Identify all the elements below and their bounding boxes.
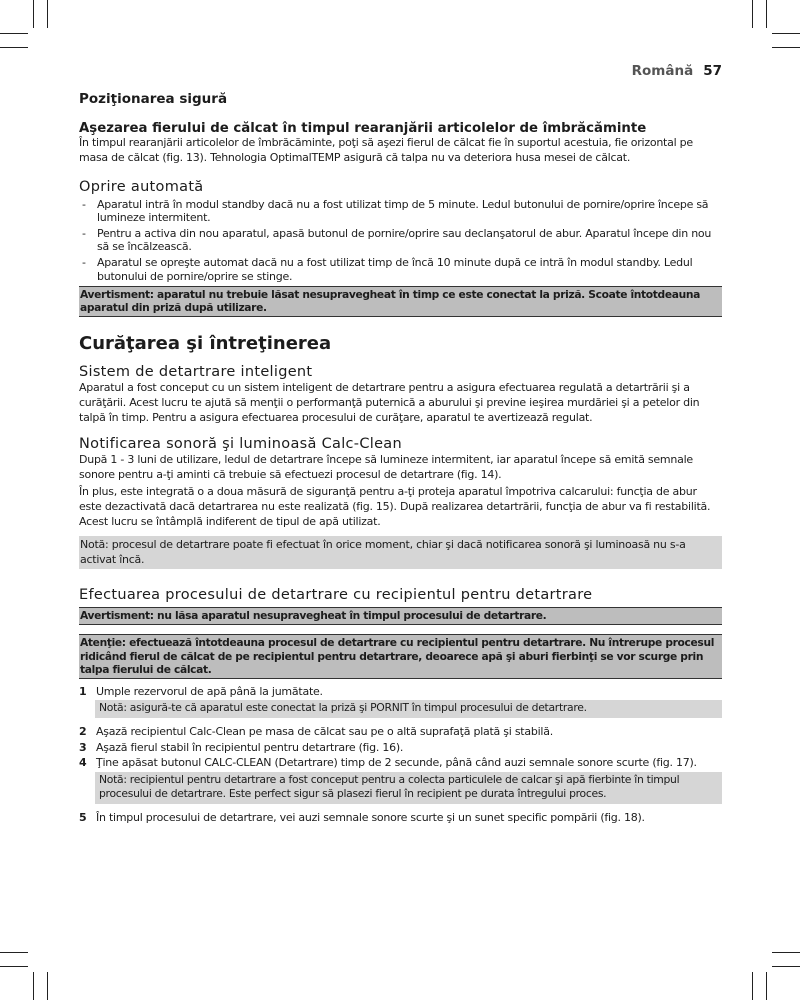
rearranging-subheading: Aşezarea fierului de călcat în timpul rearanjării articolelor de îmbrăcăminte bbox=[79, 121, 647, 136]
step-text: În timpul procesului de detartrare, vei auzi semnale sonore scurte şi un sunet specific pompării (fig. 18). bbox=[96, 810, 645, 824]
procedure-heading: Efectuarea procesului de detartrare cu recipientul pentru detartrare bbox=[79, 587, 593, 604]
crop-mark bbox=[33, 0, 34, 28]
descale-system-heading: Sistem de detartrare inteligent bbox=[79, 363, 313, 380]
step-note: Notă: asigură-te că aparatul este conectat la priză şi PORNIT în timpul procesului de detartrare. bbox=[95, 700, 722, 717]
step-number: 5 bbox=[79, 810, 87, 824]
step-number: 2 bbox=[79, 724, 87, 738]
procedure-steps bbox=[79, 685, 722, 824]
step-note: Notă: recipientul pentru detartrare a fost conceput pentru a colecta particulele de calcar şi apă fierbinte în timpul procesului de detartrare. Este perfect sigur să plasezi fierul în recipient pe durata întregului proces. bbox=[95, 772, 722, 804]
calc-clean-paragraph: După 1 - 3 luni de utilizare, ledul de detartrare începe să lumineze intermitent, iar aparatul începe să emită semnale sonore pentru a-ţi aminti că trebuie să efectuezi procesul de detartrare (fig. 14). bbox=[79, 453, 693, 482]
crop-mark bbox=[772, 952, 800, 953]
auto-off-list bbox=[79, 198, 722, 283]
language-label: Română bbox=[631, 63, 694, 79]
crop-mark bbox=[772, 47, 800, 48]
unattended-warning: Avertisment: aparatul nu trebuie lăsat nesupravegheat în timp ce este conectat la priză. Scoate întotdeauna aparatul din priză după utilizare. bbox=[79, 286, 722, 317]
procedure-warning: Avertisment: nu lăsa aparatul nesupravegheat în timpul procesului de detartrare. bbox=[79, 607, 722, 625]
list-item: - Pentru a activa din nou aparatul, apasă butonul de pornire/oprire sau declanşatorul de abur. Aparatul începe din nou să se încălzească. bbox=[79, 227, 722, 254]
step-item bbox=[79, 811, 722, 824]
page-header bbox=[632, 63, 722, 79]
step-number: 1 bbox=[79, 684, 87, 698]
crop-mark bbox=[0, 966, 28, 967]
crop-mark bbox=[766, 972, 767, 1000]
safe-position-paragraph: În timpul rearanjării articolelor de îmbrăcăminte, poţi să aşezi fierul de călcat fie în suportul acestuia, fie orizontal pe masa de călcat (fig. 13). Tehnologia OptimalTEMP asigură că talpa nu va deteriora husa mesei de călcat. bbox=[79, 136, 693, 164]
step-text: Umple rezervorul de apă până la jumătate. bbox=[96, 684, 323, 698]
page-number: 57 bbox=[703, 63, 722, 79]
crop-mark bbox=[772, 966, 800, 967]
calc-clean-note: Notă: procesul de detartrare poate fi efectuat în orice moment, chiar şi dacă notificarea sonoră şi luminoasă nu s-a activat încă. bbox=[79, 536, 722, 569]
step-text: Ţine apăsat butonul CALC-CLEAN (Detartrare) timp de 2 secunde, până când auzi semnale sonore scurte (fig. 17). bbox=[96, 756, 697, 770]
cleaning-heading: Curăţarea şi întreţinerea bbox=[79, 332, 332, 354]
crop-mark bbox=[47, 0, 48, 28]
safe-position-heading: Poziţionarea sigură bbox=[79, 91, 228, 107]
step-item bbox=[79, 741, 722, 754]
crop-mark bbox=[33, 972, 34, 1000]
step-number: 3 bbox=[79, 740, 87, 754]
calc-clean-heading: Notificarea sonoră şi luminoasă Calc-Clean bbox=[79, 436, 402, 453]
descale-system-paragraph: Aparatul a fost conceput cu un sistem inteligent de detartrare pentru a asigura efectuarea regulată a detartrării şi a curăţării. Acest lucru te ajută să menţii o performanţă puternică a aburului şi previne ieşirea murdăriei şi a petelor din talpă în timp. Pentru a asigura efectuarea procesului de curăţare, aparatul te avertizează regulat. bbox=[79, 380, 700, 424]
step-item bbox=[79, 685, 722, 698]
crop-mark bbox=[0, 47, 28, 48]
step-text: Aşază recipientul Calc-Clean pe masa de călcat sau pe o altă suprafaţă plată şi stabilă. bbox=[96, 724, 553, 738]
crop-mark bbox=[47, 972, 48, 1000]
step-text: Aşază fierul stabil în recipientul pentru detartrare (fig. 16). bbox=[96, 740, 404, 754]
calc-clean-paragraph: În plus, este integrată o a doua măsură de siguranţă pentru a-ţi proteja aparatul împotriva calcarului: funcţia de abur este dezactivată dacă detartrarea nu este realizată (fig. 15). După realizarea detartrării, funcţia de abur va fi restabilită. Acest lucru se întâmplă indiferent de tipul de apă utilizat. bbox=[79, 484, 711, 528]
crop-mark bbox=[752, 972, 753, 1000]
page-content bbox=[79, 91, 722, 826]
crop-mark bbox=[766, 0, 767, 28]
crop-mark bbox=[752, 0, 753, 28]
list-item: - Aparatul se opreşte automat dacă nu a fost utilizat timp de încă 10 minute după ce intră în modul standby. Ledul butonului de pornire/oprire se stinge. bbox=[79, 256, 722, 283]
procedure-caution: Atenţie: efectuează întotdeauna procesul de detartrare cu recipientul pentru detartrare. Nu întrerupe procesul ridicând fierul de călcat de pe recipientul pentru detartrare, deoarece apă şi aburi fierbinţi se vor scurge prin talpa fierului de călcat. bbox=[79, 634, 722, 679]
auto-off-heading: Oprire automată bbox=[79, 178, 204, 195]
crop-mark bbox=[0, 33, 28, 34]
step-item bbox=[79, 725, 722, 738]
step-item bbox=[79, 756, 722, 769]
crop-mark bbox=[772, 33, 800, 34]
step-number: 4 bbox=[79, 756, 87, 770]
crop-mark bbox=[0, 952, 28, 953]
list-item: - Aparatul intră în modul standby dacă nu a fost utilizat timp de 5 minute. Ledul butonului de pornire/oprire începe să lumineze intermitent. bbox=[79, 198, 722, 225]
